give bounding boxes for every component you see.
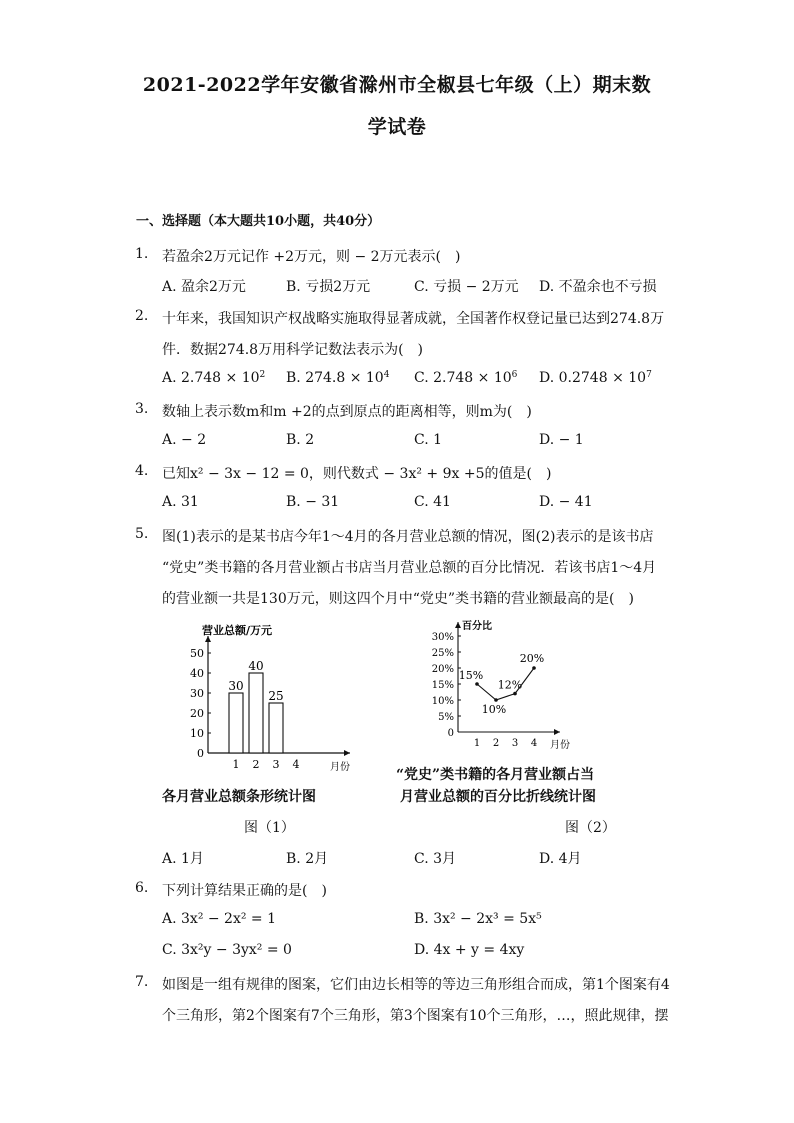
line-value-label: 12% — [497, 678, 523, 692]
q4-option-b: B. − 31 — [286, 494, 340, 510]
line-value-label: 10% — [481, 703, 507, 716]
q6-number: 6. — [135, 880, 149, 896]
q2-stem-line2: 件．数据274.8万用科学记数法表示为( ) — [162, 342, 424, 358]
line-y-tick-label: 20% — [431, 664, 454, 675]
bar-2 — [249, 673, 263, 753]
line-x-tick-label: 2 — [492, 738, 500, 749]
q1-option-b: B. 亏损2万元 — [286, 279, 371, 295]
q4-option-a: A. 31 — [162, 494, 199, 510]
line-y-axis-arrow — [455, 622, 461, 628]
q1-option-c: C. 亏损 − 2万元 — [414, 279, 519, 295]
q3-option-a: A. − 2 — [162, 432, 207, 448]
line-y-tick-label: 25% — [431, 648, 454, 659]
q7-number: 7. — [135, 974, 149, 990]
q5-number: 5. — [135, 526, 149, 542]
q7-stem-line2: 个三角形，第2个图案有7个三角形，第3个图案有10个三角形，…，照此规律，摆 — [162, 1008, 669, 1024]
bar-x-tick-label: 2 — [252, 758, 260, 771]
bar-chart — [170, 620, 360, 780]
line-y-tick-label: 0 — [447, 728, 454, 739]
fig2-label: 图（2） — [565, 820, 616, 836]
fig1-caption: 各月营业总额条形统计图 — [162, 789, 316, 805]
line-y-tick-label: 5% — [438, 712, 454, 723]
bar-y-axis-label: 营业总额/万元 — [202, 624, 273, 637]
line-x-axis-label: 月份 — [550, 740, 570, 751]
fig2-caption-line1: “党史”类书籍的各月营业额占当 — [396, 767, 595, 783]
q3-number: 3. — [135, 401, 149, 417]
line-point-4 — [532, 666, 536, 670]
bar-1 — [229, 693, 243, 753]
q6-stem: 下列计算结果正确的是( ) — [162, 883, 327, 899]
line-value-label: 15% — [458, 669, 484, 682]
line-x-axis-arrow — [554, 729, 560, 735]
q1-stem: 若盈余2万元记作 +2万元，则 − 2万元表示( ) — [162, 249, 461, 265]
q4-stem: 已知x² − 3x − 12 = 0，则代数式 − 3x² + 9x +5的值是( ) — [162, 466, 552, 482]
bar-y-tick-label: 20 — [190, 707, 204, 720]
line-x-tick-label: 3 — [511, 738, 519, 749]
q5-stem-line2: “党史”类书籍的各月营业额占书店当月营业总额的百分比情况．若该书店1～4月 — [162, 560, 657, 576]
q5-option-a: A. 1月 — [162, 851, 204, 867]
bar-y-tick-label: 30 — [190, 687, 204, 700]
q6-option-d: D. 4x + y = 4xy — [414, 942, 525, 958]
q2-option-b: B. $274.8 \times 10^4$ — [286, 370, 390, 386]
q7-stem-line1: 如图是一组有规律的图案，它们由边长相等的等边三角形组合而成，第1个图案有4 — [162, 977, 670, 993]
line-point-2 — [494, 698, 498, 702]
bar-value-label: 30 — [228, 679, 244, 693]
q4-number: 4. — [135, 463, 149, 479]
line-y-tick-label: 10% — [431, 696, 454, 707]
q2-option-d: D. $0.2748 \times 10^7$ — [539, 370, 652, 386]
line-y-tick-label: 30% — [431, 632, 454, 643]
exam-title-line2: 学试卷 — [367, 116, 427, 138]
q6-option-a: A. 3x² − 2x² = 1 — [162, 911, 277, 927]
line-x-tick-label: 4 — [530, 738, 538, 749]
line-chart — [420, 618, 590, 754]
bar-y-tick-label: 40 — [190, 667, 204, 680]
line-x-tick-label: 1 — [473, 738, 481, 749]
q3-option-d: D. − 1 — [539, 432, 584, 448]
q5-option-c: C. 3月 — [414, 851, 457, 867]
bar-x-tick-label: 4 — [292, 758, 300, 771]
q2-option-a: A. $2.748 \times 10^2$ — [162, 370, 266, 386]
bar-value-label: 40 — [248, 659, 264, 673]
exam-title-line1: 2021-2022学年安徽省滁州市全椒县七年级（上）期末数 — [142, 74, 652, 96]
q1-option-a: A. 盈余2万元 — [162, 279, 246, 295]
q5-stem-line1: 图(1)表示的是某书店今年1～4月的各月营业总额的情况，图(2)表示的是该书店 — [162, 529, 654, 545]
q3-option-b: B. 2 — [286, 432, 315, 448]
q6-option-b: B. 3x² − 2x³ = 5x⁵ — [414, 911, 542, 927]
bar-y-tick-label: 10 — [190, 727, 204, 740]
bar-value-label: 25 — [268, 689, 284, 703]
q4-option-d: D. − 41 — [539, 494, 593, 510]
q2-option-c: C. $2.748 \times 10^6$ — [414, 370, 518, 386]
bar-y-tick-label: 50 — [190, 647, 204, 660]
bar-3 — [269, 703, 283, 753]
line-y-axis-label: 百分比 — [462, 621, 492, 632]
q5-stem-line3: 的营业额一共是130万元，则这四个月中“党史”类书籍的营业额最高的是( ) — [162, 591, 634, 607]
q3-stem: 数轴上表示数m和m +2的点到原点的距离相等，则m为( ) — [162, 404, 532, 420]
line-point-3 — [513, 692, 517, 696]
fig2-caption-line2: 月营业总额的百分比折线统计图 — [400, 789, 596, 805]
fig1-label: 图（1） — [244, 820, 295, 836]
section-heading: 一、选择题（本大题共10小题，共40分） — [136, 214, 381, 229]
bar-x-tick-label: 3 — [272, 758, 280, 771]
q4-option-c: C. 41 — [414, 494, 451, 510]
line-y-tick-label: 15% — [431, 680, 454, 691]
bar-y-tick-label: 0 — [197, 747, 204, 760]
bar-x-axis-arrow — [344, 750, 350, 756]
line-value-label: 20% — [519, 652, 545, 665]
q5-option-b: B. 2月 — [286, 851, 329, 867]
q6-option-c: C. 3x²y − 3yx² = 0 — [162, 942, 292, 958]
q1-option-d: D. 不盈余也不亏损 — [539, 279, 657, 295]
q2-stem-line1: 十年来，我国知识产权战略实施取得显著成就，全国著作权登记量已达到274.8万 — [162, 311, 665, 327]
q3-option-c: C. 1 — [414, 432, 443, 448]
q1-number: 1. — [135, 246, 149, 262]
line-point-1 — [475, 682, 479, 686]
bar-x-tick-label: 1 — [232, 758, 240, 771]
q5-option-d: D. 4月 — [539, 851, 582, 867]
bar-x-axis-label: 月份 — [330, 762, 350, 773]
q2-number: 2. — [135, 308, 149, 324]
